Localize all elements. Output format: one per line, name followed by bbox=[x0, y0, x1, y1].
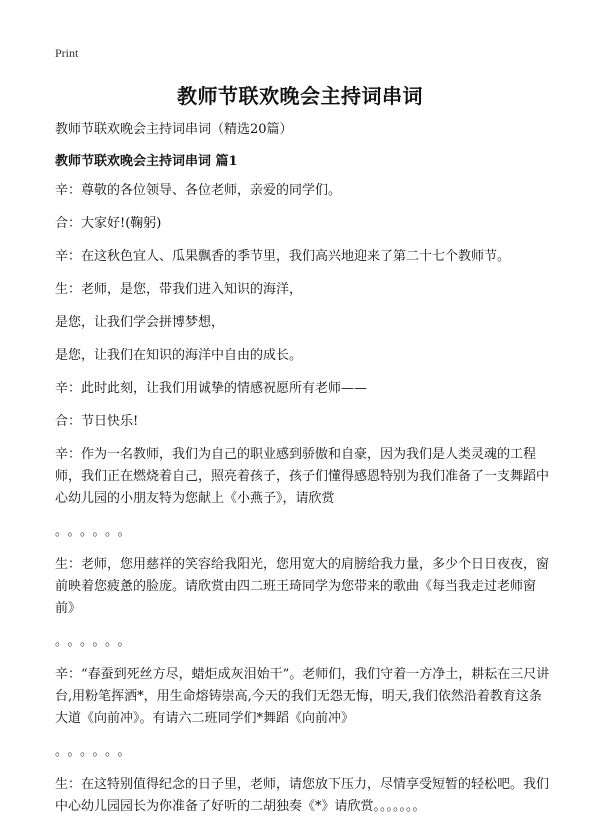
document-subtitle: 教师节联欢晚会主持词串词（精选20篇） bbox=[55, 122, 293, 137]
document-body bbox=[55, 180, 550, 829]
paragraph: 生：老师，是您，带我们进入知识的海洋， bbox=[55, 282, 303, 297]
paragraph: 辛：尊敬的各位领导、各位老师，亲爱的同学们。 bbox=[55, 183, 342, 198]
paragraph: 是您，让我们在知识的海洋中自由的成长。 bbox=[55, 348, 303, 363]
ellipsis-separator: 。。。。。。 bbox=[55, 744, 137, 759]
print-link[interactable]: Print bbox=[55, 46, 79, 60]
paragraph: 是您，让我们学会拼博梦想， bbox=[55, 315, 225, 330]
paragraph: 辛：作为一名教师，我们为自己的职业感到骄傲和自豪，因为我们是人类灵魂的工程师，我们正在燃烧着自己，照亮着孩子，孩子们懂得感恩特别为我们准备了一支舞蹈中心幼儿园的小朋友特为您献上《小燕子》，请欣赏 bbox=[55, 447, 550, 506]
document-title: 教师节联欢晚会主持词串词 bbox=[177, 84, 423, 108]
paragraph: 生：在这特别值得纪念的日子里，老师，请您放下压力，尽情享受短暂的轻松吧。我们中心幼儿园园长为你准备了好听的二胡独奏《*》请欣赏。。。。。。。 bbox=[55, 777, 550, 814]
paragraph: 合：大家好!(鞠躬) bbox=[55, 216, 162, 231]
ellipsis-separator: 。。。。。。 bbox=[55, 524, 137, 539]
ellipsis-separator: 。。。。。。 bbox=[55, 634, 137, 649]
paragraph: 生：老师，您用慈祥的笑容给我阳光，您用宽大的肩膀给我力量，多少个日日夜夜，窗前映着您疲惫的脸庞。请欣赏由四二班王琦同学为您带来的歌曲《每当我走过老师窗前》 bbox=[55, 557, 550, 616]
section-heading: 教师节联欢晚会主持词串词 篇1 bbox=[55, 154, 238, 169]
paragraph: 辛：在这秋色宜人、瓜果飘香的季节里，我们高兴地迎来了第二十七个教师节。 bbox=[55, 249, 511, 264]
paragraph: 辛：“春蚕到死丝方尽，蜡炬成灰泪始干”。老师们，我们守着一方净土，耕耘在三尺讲台,用粉笔挥洒*，用生命熔铸崇高,今天的我们无怨无悔，明天,我们依然沿着教育这条大道《向前冲》。有请六二班同学们*舞蹈《向前冲》 bbox=[55, 667, 550, 726]
paragraph: 辛：此时此刻，让我们用诚挚的情感祝愿所有老师—— bbox=[55, 381, 368, 396]
paragraph: 合：节日快乐! bbox=[55, 414, 139, 429]
